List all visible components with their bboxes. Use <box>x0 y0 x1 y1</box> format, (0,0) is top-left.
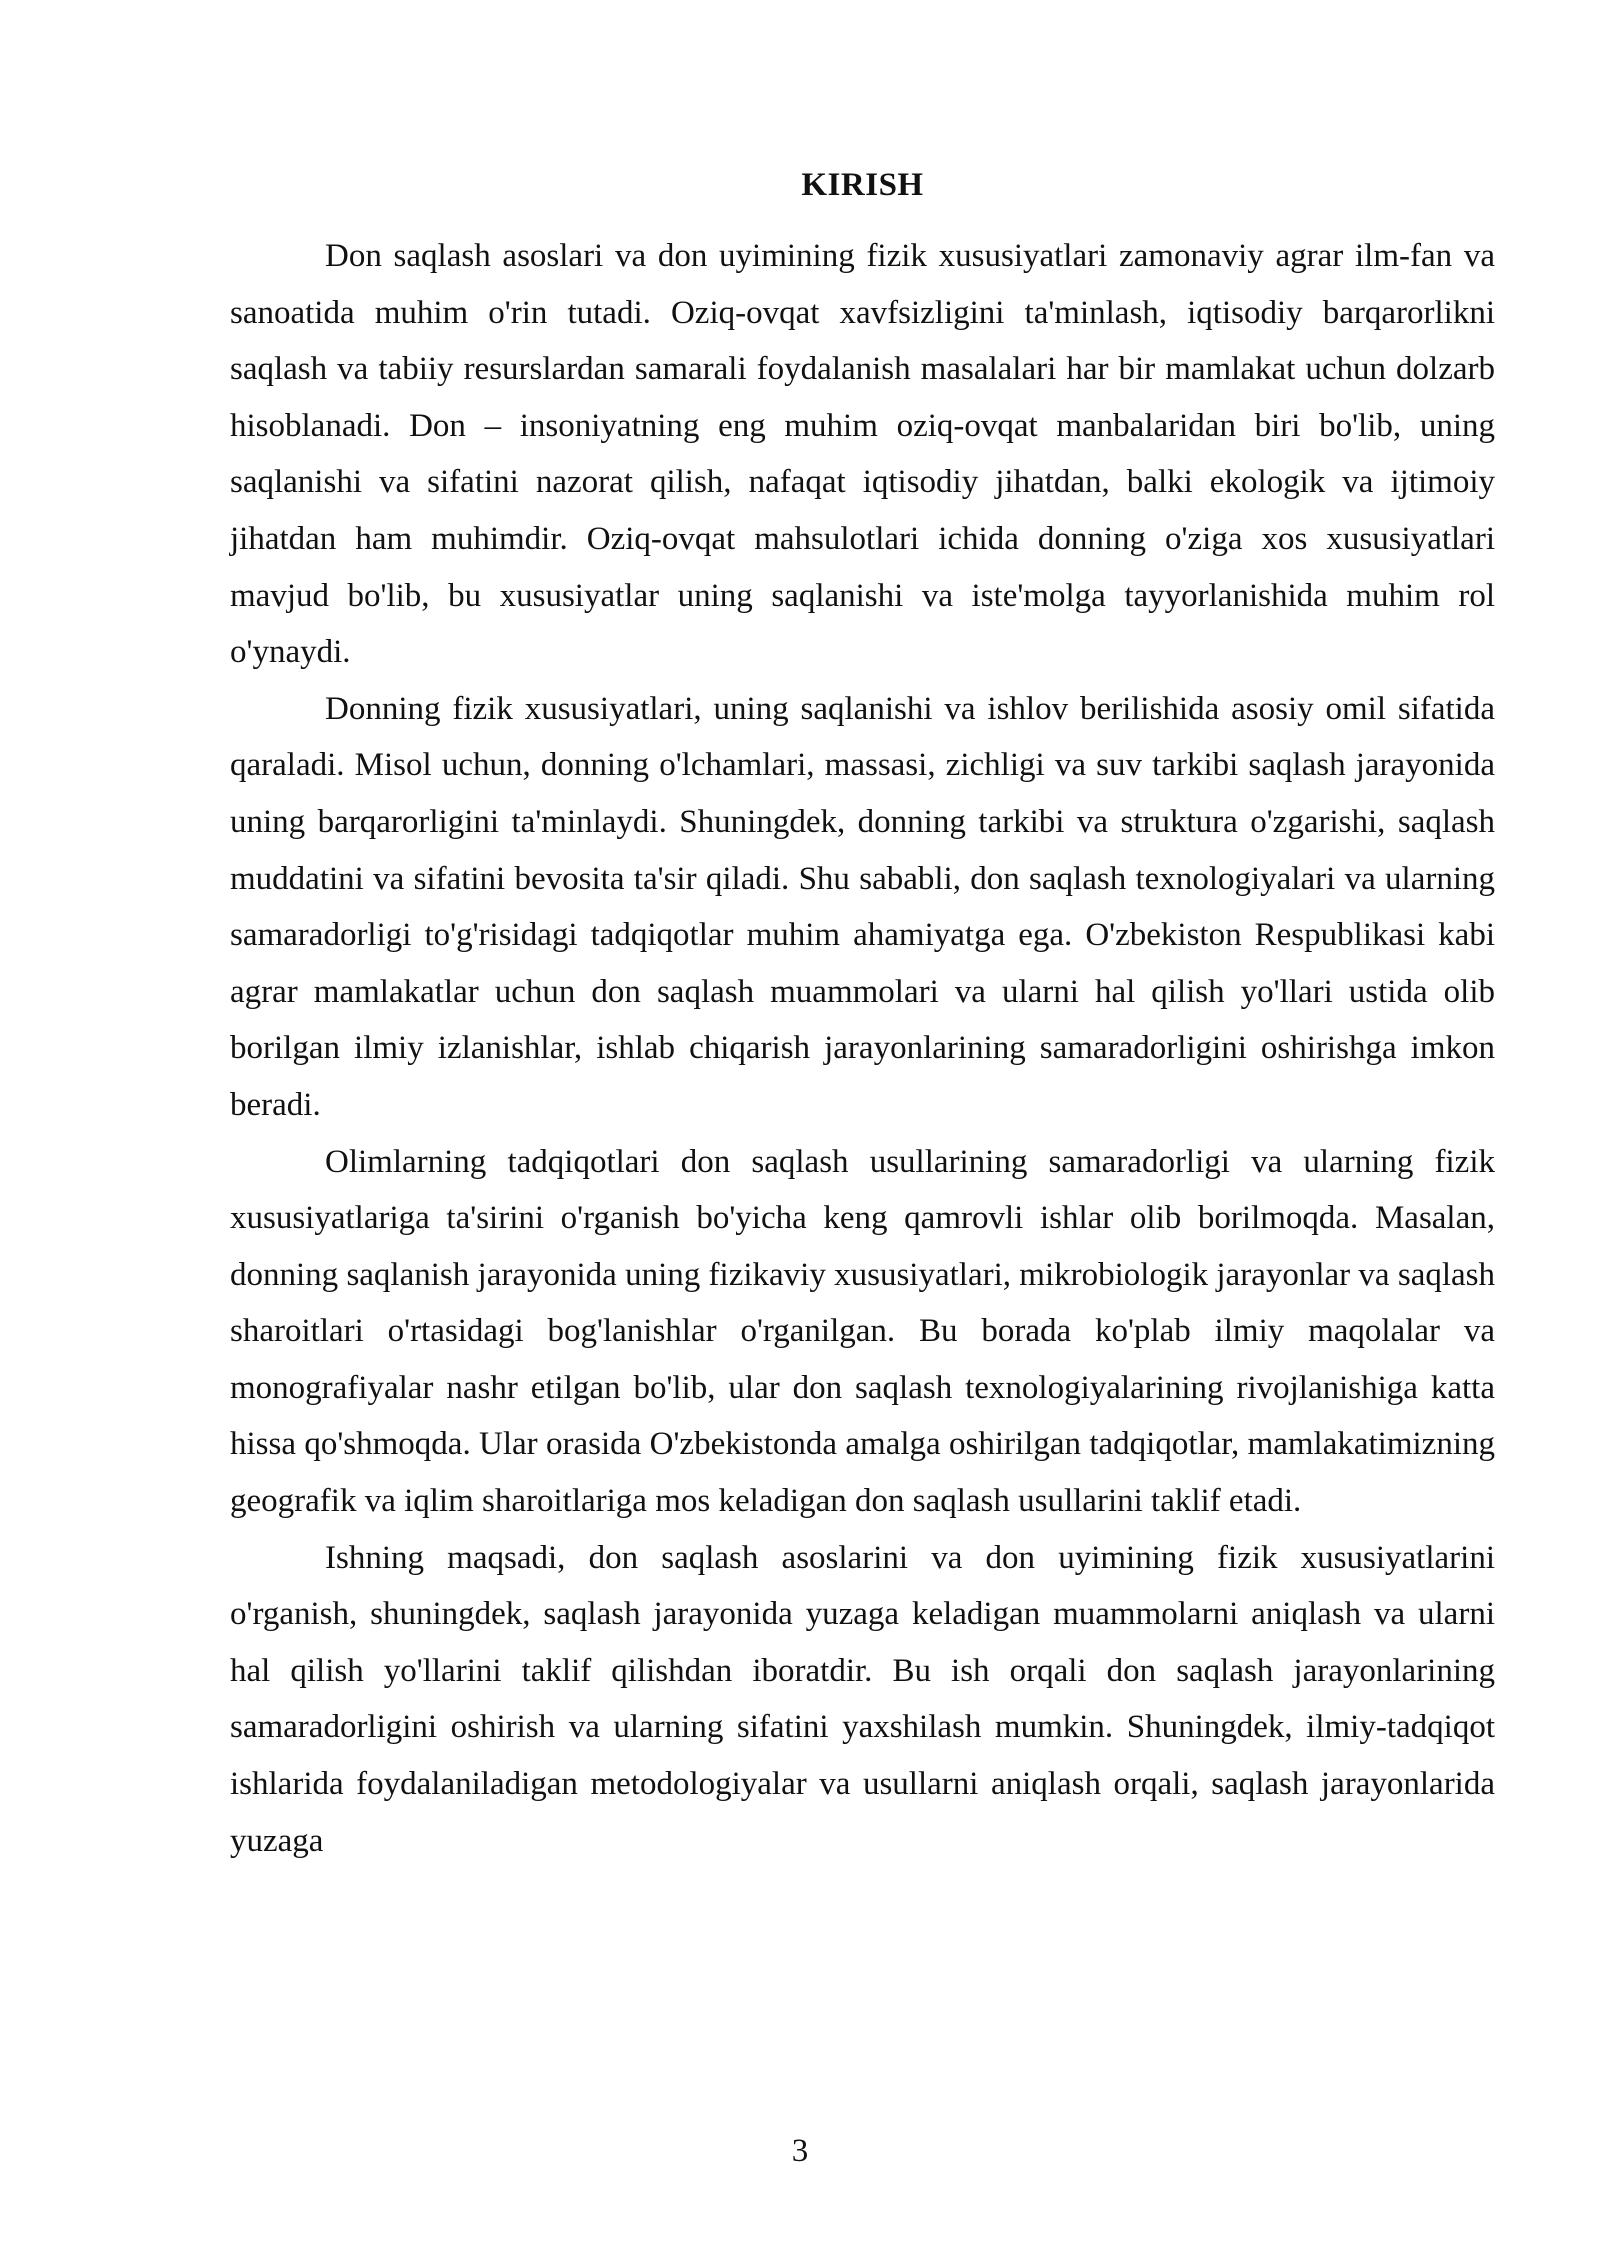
paragraph-3: Olimlarning tadqiqotlari don saqlash usullarining samaradorligi va ularning fizik xususiyatlariga ta'sirini o'rganish bo'yicha keng qamrovli ishlar olib borilmoqda. Masalan, donning saqlanish jarayonida uning fizikaviy xususiyatlari, mikrobiologik jarayonlar va saqlash sharoitlari o'rtasidagi bog'lanishlar o'rganilgan. Bu borada ko'plab ilmiy maqolalar va monografiyalar nashr etilgan bo'lib, ular don saqlash texnologiyalarining rivojlanishiga katta hissa qo'shmoqda. Ular orasida O'zbekistonda amalga oshirilgan tadqiqotlar, mamlakatimizning geografik va iqlim sharoitlariga mos keladigan don saqlash usullarini taklif etadi. <box>230 1143 1495 1520</box>
paragraph-1: Don saqlash asoslari va don uyimining fizik xususiyatlari zamonaviy agrar ilm-fan va sanoatida muhim o'rin tutadi. Oziq-ovqat xavfsizligini ta'minlash, iqtisodiy barqarorlikni saqlash va tabiiy resurslardan samarali foydalanish masalalari har bir mamlakat uchun dolzarb hisoblanadi. Don – insoniyatning eng muhim oziq-ovqat manbalaridan biri bo'lib, uning saqlanishi va sifatini nazorat qilish, nafaqat iqtisodiy jihatdan, balki ekologik va ijtimoiy jihatdan ham muhimdir. Oziq-ovqat mahsulotlari ichida donning o'ziga xos xususiyatlari mavjud bo'lib, bu xususiyatlar uning saqlanishi va iste'molga tayyorlanishida muhim rol o'ynaydi. <box>230 238 1495 671</box>
page-content <box>230 160 1495 1869</box>
paragraph-2: Donning fizik xususiyatlari, uning saqlanishi va ishlov berilishida asosiy omil sifatida qaraladi. Misol uchun, donning o'lchamlari, massasi, zichligi va suv tarkibi saqlash jarayonida uning barqarorligini ta'minlaydi. Shuningdek, donning tarkibi va struktura o'zgarishi, saqlash muddatini va sifatini bevosita ta'sir qiladi. Shu sababli, don saqlash texnologiyalari va ularning samaradorligi to'g'risidagi tadqiqotlar muhim ahamiyatga ega. O'zbekiston Respublikasi kabi agrar mamlakatlar uchun don saqlash muammolari va ularni hal qilish yo'llari ustida olib borilgan ilmiy izlanishlar, ishlab chiqarish jarayonlarining samaradorligini oshirishga imkon beradi. <box>230 690 1495 1123</box>
paragraph-4: Ishning maqsadi, don saqlash asoslarini va don uyimining fizik xususiyatlarini o'rganish, shuningdek, saqlash jarayonida yuzaga keladigan muammolarni aniqlash va ularni hal qilish yo'llarini taklif qilishdan iboratdir. Bu ish orqali don saqlash jarayonlarining samaradorligini oshirish va ularning sifatini yaxshilash mumkin. Shuningdek, ilmiy-tadqiqot ishlarida foydalaniladigan metodologiyalar va usullarni aniqlash orqali, saqlash jarayonlarida yuzaga <box>230 1539 1495 1859</box>
section-title: KIRISH <box>801 167 924 203</box>
page-number: 3 <box>791 2133 809 2169</box>
